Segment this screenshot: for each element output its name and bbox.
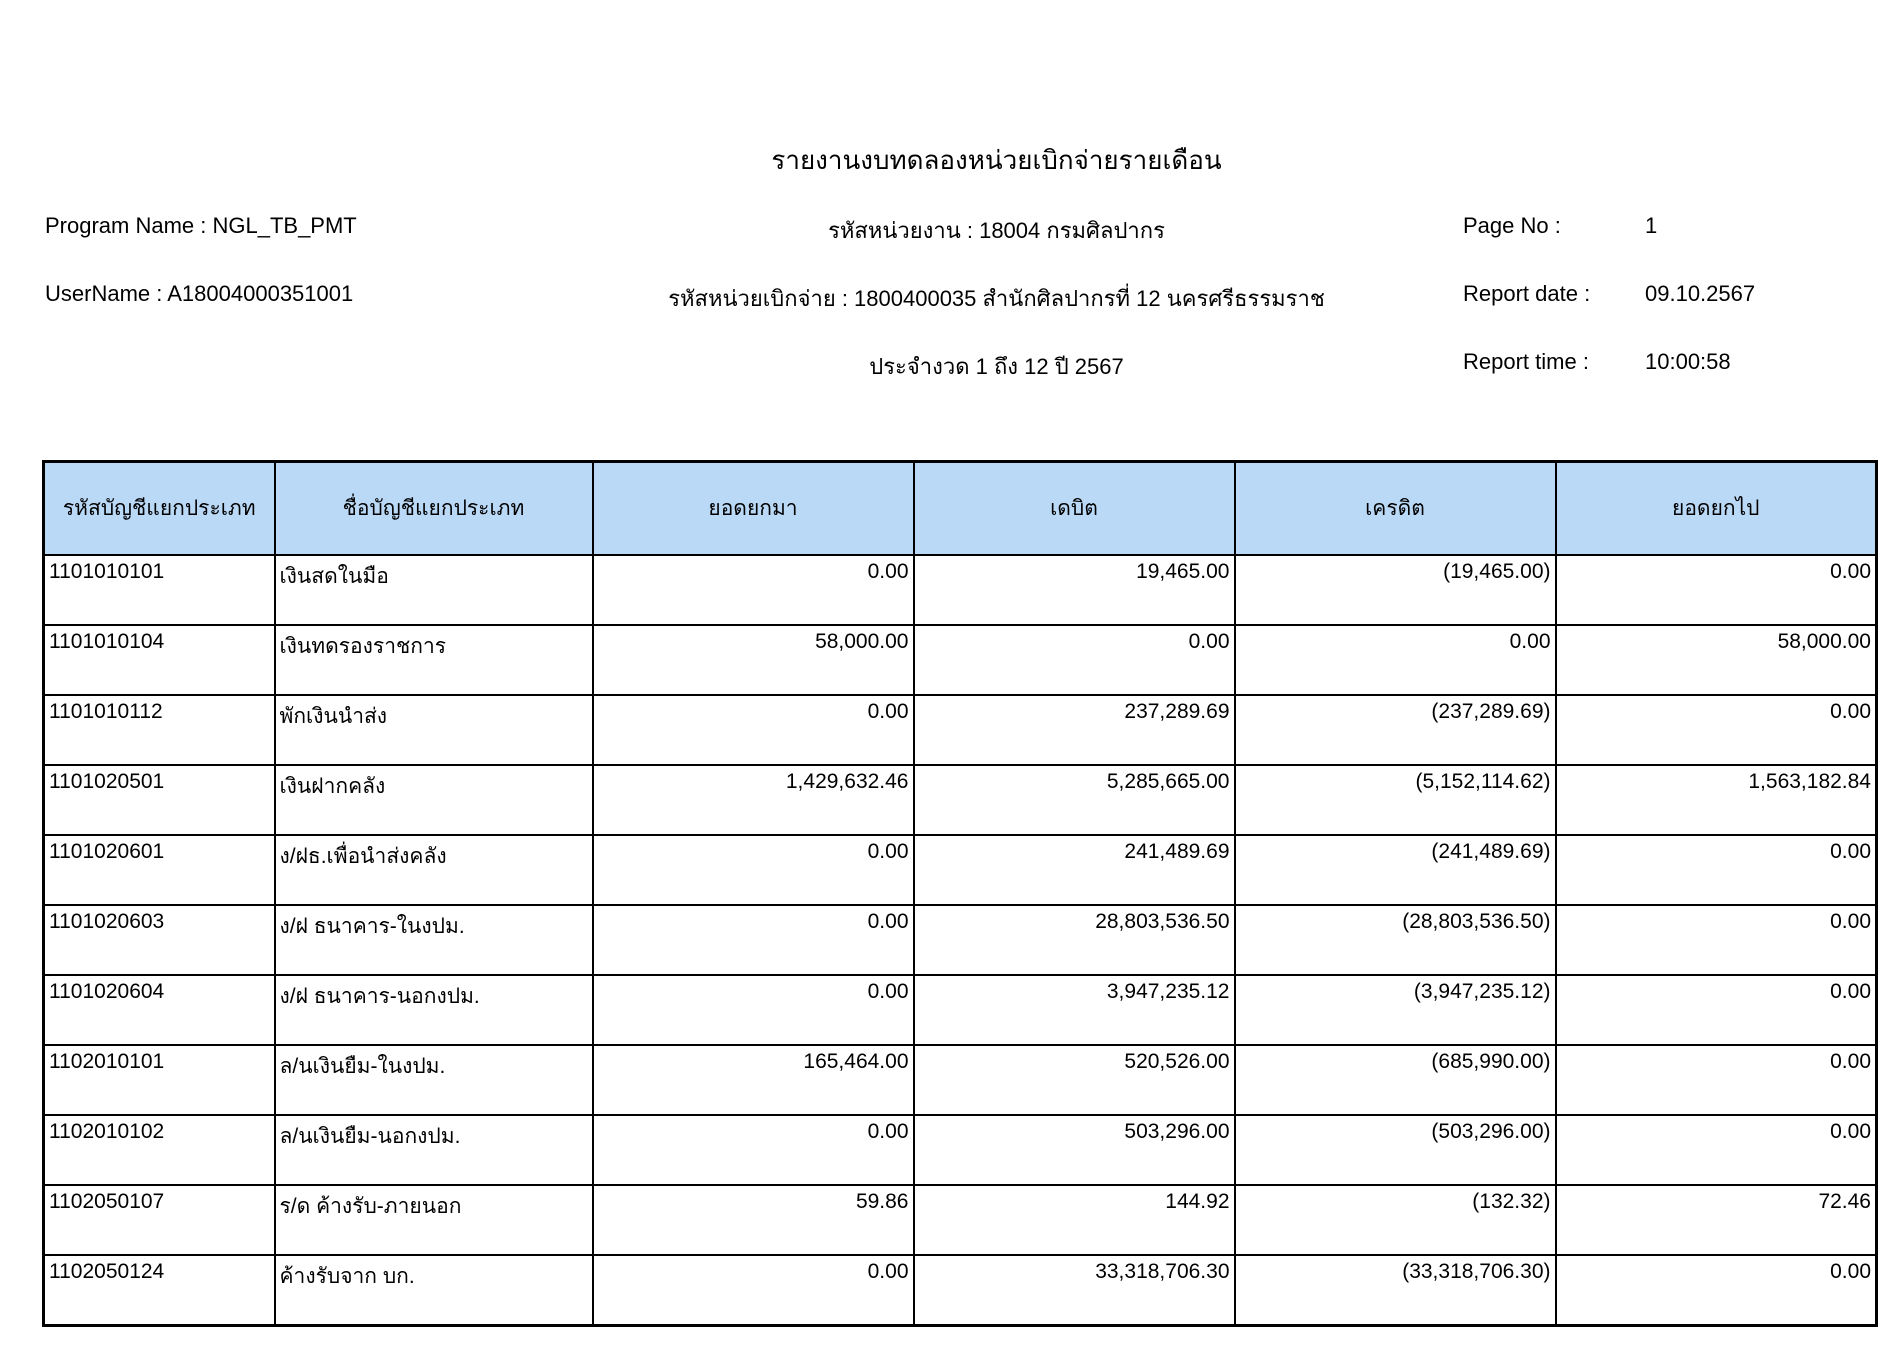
- table-row: [44, 835, 1877, 905]
- username: UserName : A18004000351001: [45, 281, 354, 306]
- account-code-cell: 1102010102: [44, 1115, 275, 1185]
- brought-forward-cell: 0.00: [593, 1255, 914, 1326]
- carried-forward-cell: 0.00: [1556, 1045, 1877, 1115]
- table-row: [44, 555, 1877, 625]
- account-code-cell: 1101020501: [44, 765, 275, 835]
- table-row: [44, 1045, 1877, 1115]
- credit-cell: (237,289.69): [1235, 695, 1556, 765]
- brought-forward-cell: 1,429,632.46: [593, 765, 914, 835]
- credit-cell: (3,947,235.12): [1235, 975, 1556, 1045]
- debit-cell: 237,289.69: [914, 695, 1235, 765]
- account-code-cell: 1102010101: [44, 1045, 275, 1115]
- carried-forward-cell: 58,000.00: [1556, 625, 1877, 695]
- program-name: Program Name : NGL_TB_PMT: [45, 213, 357, 238]
- table-row: [44, 975, 1877, 1045]
- column-header-account-code: รหัสบัญชีแยกประเภท: [44, 462, 275, 556]
- header-line-3: [0, 349, 1903, 385]
- debit-cell: 33,318,706.30: [914, 1255, 1235, 1326]
- carried-forward-cell: 0.00: [1556, 1255, 1877, 1326]
- account-code-cell: 1102050124: [44, 1255, 275, 1326]
- credit-cell: (685,990.00): [1235, 1045, 1556, 1115]
- debit-cell: 5,285,665.00: [914, 765, 1235, 835]
- page-no-value: 1: [1645, 213, 1658, 238]
- carried-forward-cell: 72.46: [1556, 1185, 1877, 1255]
- report-date-label: Report date :: [1463, 281, 1591, 306]
- credit-cell: (5,152,114.62): [1235, 765, 1556, 835]
- column-header-carried-forward: ยอดยกไป: [1556, 462, 1877, 556]
- brought-forward-cell: 0.00: [593, 975, 914, 1045]
- account-code-cell: 1101020603: [44, 905, 275, 975]
- carried-forward-cell: 0.00: [1556, 555, 1877, 625]
- trial-balance-table: [42, 460, 1878, 1327]
- brought-forward-cell: 165,464.00: [593, 1045, 914, 1115]
- brought-forward-cell: 58,000.00: [593, 625, 914, 695]
- report-time-label: Report time :: [1463, 349, 1589, 374]
- debit-cell: 144.92: [914, 1185, 1235, 1255]
- table-header: [44, 462, 1877, 556]
- column-header-account-name: ชื่อบัญชีแยกประเภท: [275, 462, 593, 556]
- table-row: [44, 765, 1877, 835]
- agency-code: รหัสหน่วยงาน : 18004 กรมศิลปากร: [828, 218, 1165, 243]
- account-name-cell: ง/ฝ ธนาคาร-ในงปม.: [275, 905, 593, 975]
- column-header-debit: เดบิต: [914, 462, 1235, 556]
- report-date-value: 09.10.2567: [1645, 281, 1756, 306]
- account-code-cell: 1101010101: [44, 555, 275, 625]
- account-name-cell: พักเงินนำส่ง: [275, 695, 593, 765]
- account-name-cell: ร/ด ค้างรับ-ภายนอก: [275, 1185, 593, 1255]
- account-name-cell: ล/นเงินยืม-ในงปม.: [275, 1045, 593, 1115]
- brought-forward-cell: 0.00: [593, 835, 914, 905]
- brought-forward-cell: 0.00: [593, 555, 914, 625]
- debit-cell: 28,803,536.50: [914, 905, 1235, 975]
- column-header-brought-forward: ยอดยกมา: [593, 462, 914, 556]
- debit-cell: 520,526.00: [914, 1045, 1235, 1115]
- credit-cell: (503,296.00): [1235, 1115, 1556, 1185]
- header-line-2: [0, 281, 1903, 317]
- carried-forward-cell: 0.00: [1556, 835, 1877, 905]
- table-row: [44, 695, 1877, 765]
- carried-forward-cell: 0.00: [1556, 1115, 1877, 1185]
- report-time-value: 10:00:58: [1645, 349, 1731, 374]
- table-row: [44, 1115, 1877, 1185]
- debit-cell: 0.00: [914, 625, 1235, 695]
- debit-cell: 3,947,235.12: [914, 975, 1235, 1045]
- debit-cell: 19,465.00: [914, 555, 1235, 625]
- account-name-cell: ค้างรับจาก บก.: [275, 1255, 593, 1326]
- period: ประจำงวด 1 ถึง 12 ปี 2567: [869, 354, 1124, 379]
- page-title: รายงานงบทดลองหน่วยเบิกจ่ายรายเดือน: [771, 145, 1222, 175]
- brought-forward-cell: 0.00: [593, 905, 914, 975]
- credit-cell: (132.32): [1235, 1185, 1556, 1255]
- carried-forward-cell: 0.00: [1556, 695, 1877, 765]
- disbursement-unit: รหัสหน่วยเบิกจ่าย : 1800400035 สำนักศิลปากรที่ 12 นครศรีธรรมราช: [668, 286, 1325, 311]
- table-row: [44, 1185, 1877, 1255]
- brought-forward-cell: 59.86: [593, 1185, 914, 1255]
- carried-forward-cell: 0.00: [1556, 975, 1877, 1045]
- account-code-cell: 1101010112: [44, 695, 275, 765]
- brought-forward-cell: 0.00: [593, 1115, 914, 1185]
- account-code-cell: 1101020604: [44, 975, 275, 1045]
- account-code-cell: 1101020601: [44, 835, 275, 905]
- account-name-cell: ง/ฝ ธนาคาร-นอกงปม.: [275, 975, 593, 1045]
- account-name-cell: เงินฝากคลัง: [275, 765, 593, 835]
- account-code-cell: 1102050107: [44, 1185, 275, 1255]
- brought-forward-cell: 0.00: [593, 695, 914, 765]
- account-name-cell: เงินสดในมือ: [275, 555, 593, 625]
- carried-forward-cell: 1,563,182.84: [1556, 765, 1877, 835]
- table-row: [44, 625, 1877, 695]
- page-no-label: Page No :: [1463, 213, 1561, 238]
- account-name-cell: เงินทดรองราชการ: [275, 625, 593, 695]
- credit-cell: (28,803,536.50): [1235, 905, 1556, 975]
- debit-cell: 503,296.00: [914, 1115, 1235, 1185]
- table-row: [44, 905, 1877, 975]
- credit-cell: 0.00: [1235, 625, 1556, 695]
- table-row: [44, 1255, 1877, 1326]
- header-line-1: [0, 213, 1903, 249]
- credit-cell: (241,489.69): [1235, 835, 1556, 905]
- account-code-cell: 1101010104: [44, 625, 275, 695]
- debit-cell: 241,489.69: [914, 835, 1235, 905]
- column-header-credit: เครดิต: [1235, 462, 1556, 556]
- account-name-cell: ล/นเงินยืม-นอกงปม.: [275, 1115, 593, 1185]
- carried-forward-cell: 0.00: [1556, 905, 1877, 975]
- account-name-cell: ง/ฝธ.เพื่อนำส่งคลัง: [275, 835, 593, 905]
- credit-cell: (19,465.00): [1235, 555, 1556, 625]
- table-header-row: [44, 462, 1877, 556]
- credit-cell: (33,318,706.30): [1235, 1255, 1556, 1326]
- table-body: [44, 555, 1877, 1326]
